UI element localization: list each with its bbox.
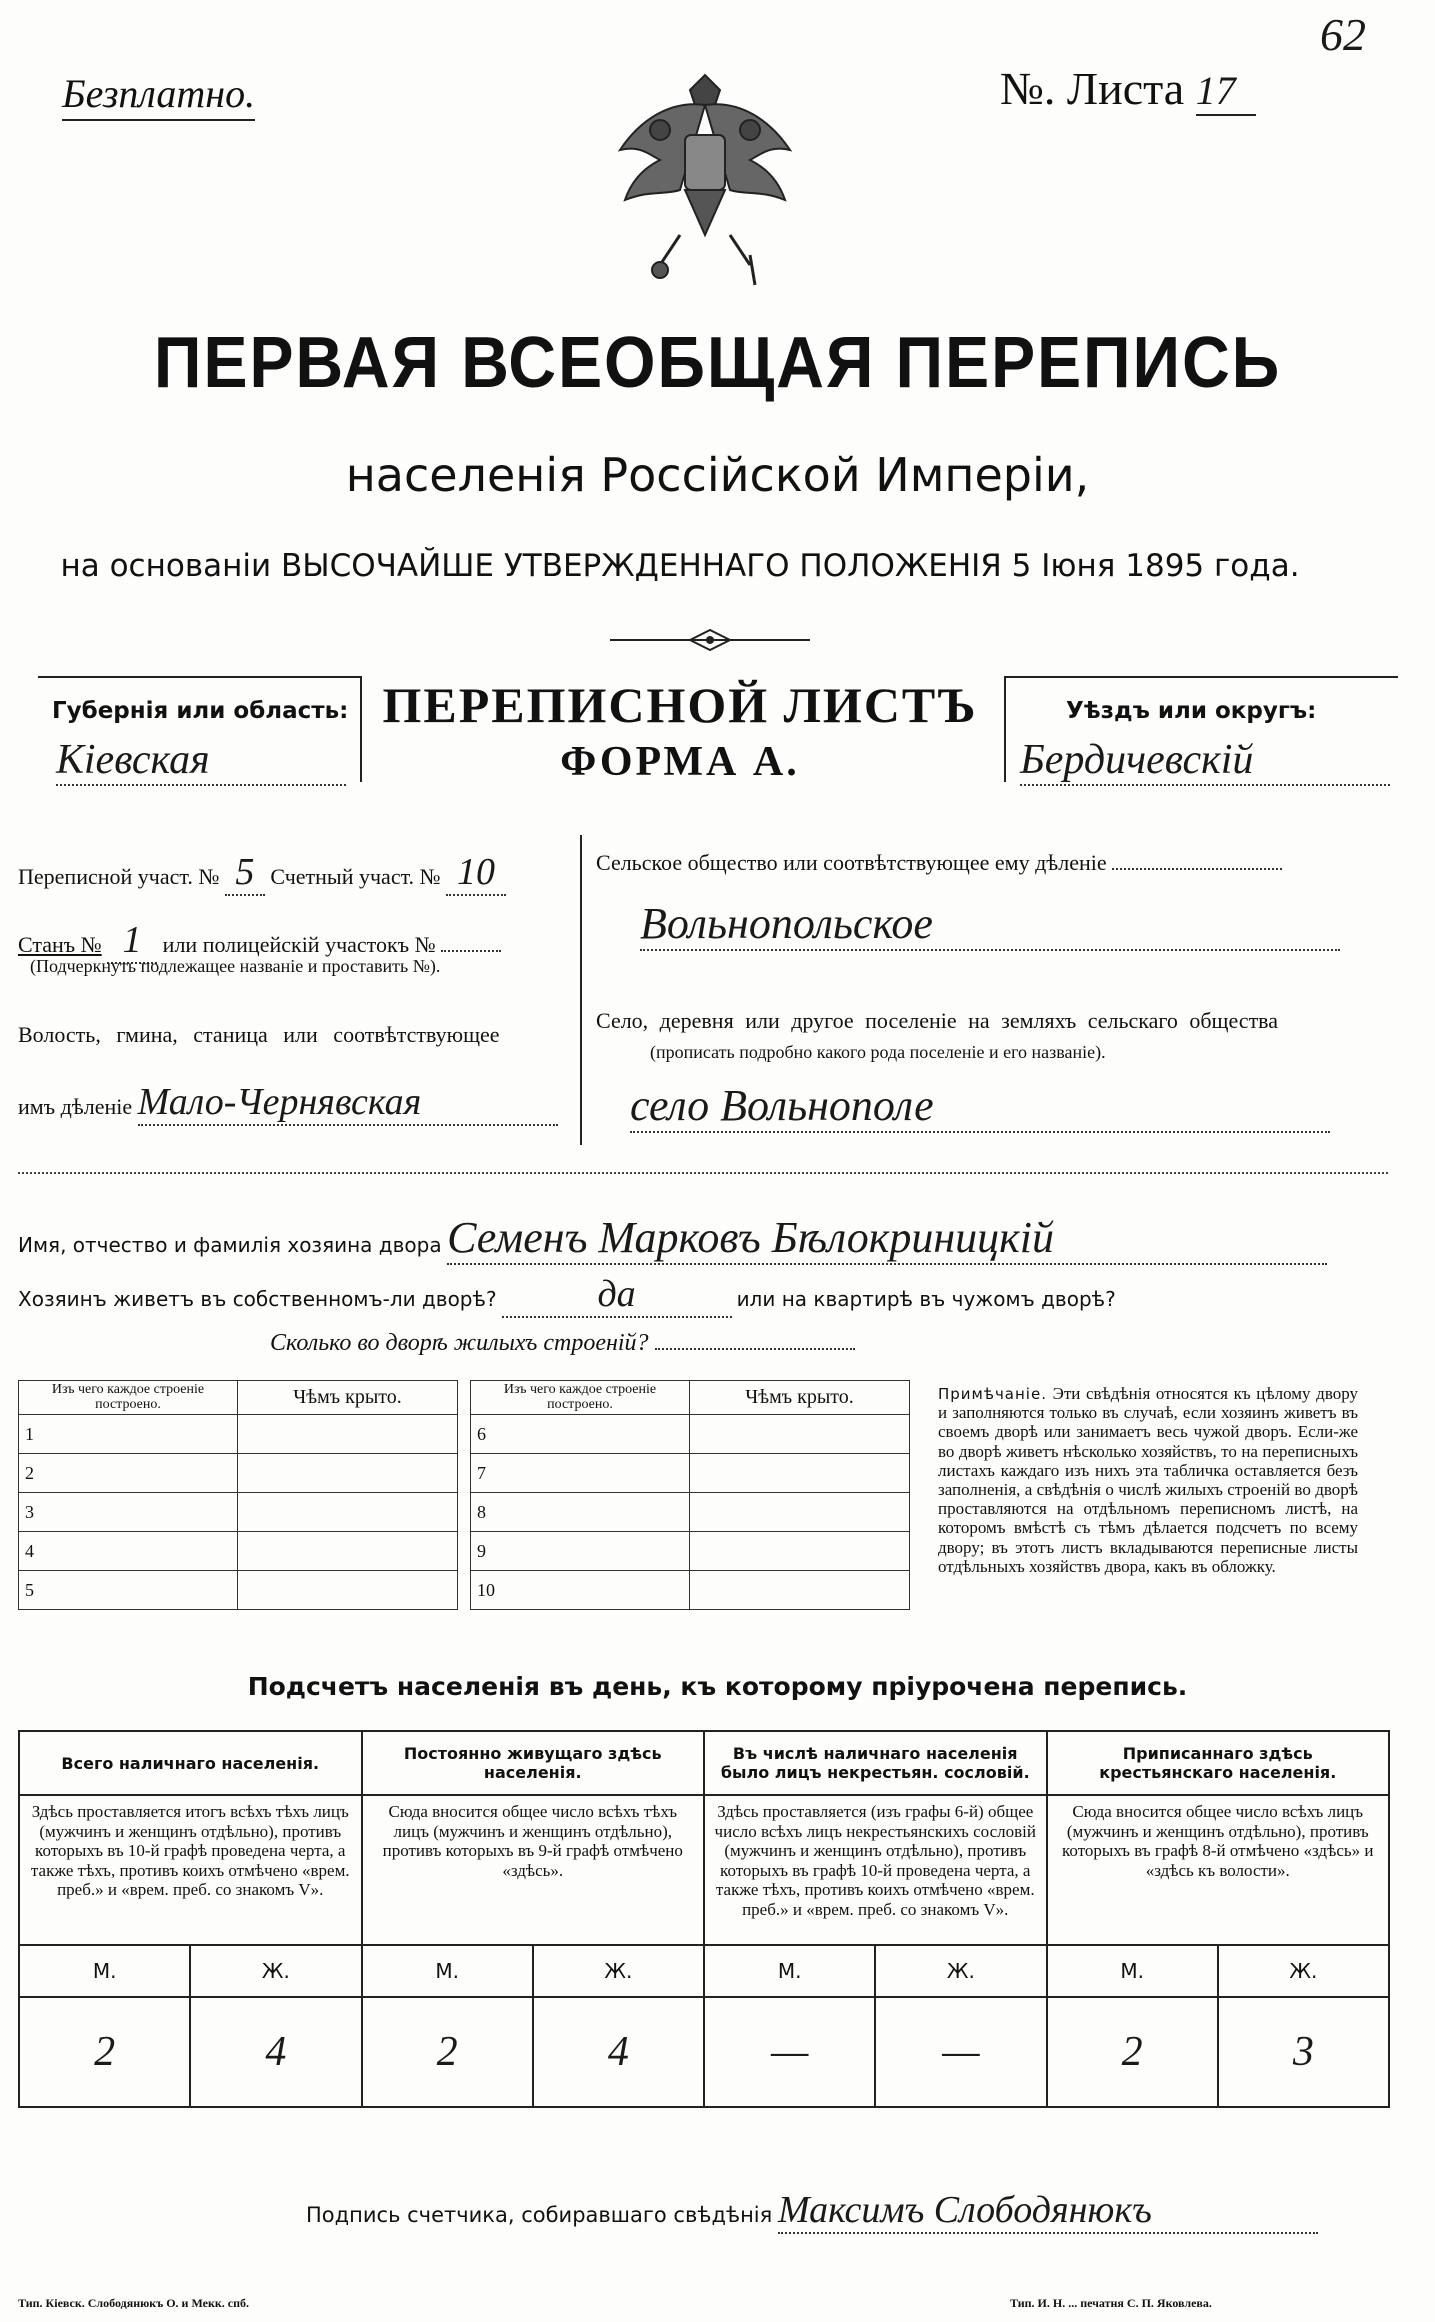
- form-name: ПЕРЕПИСНОЙ ЛИСТЪ: [382, 677, 978, 733]
- village-value: село Вольнополе: [630, 1080, 1330, 1133]
- footer-right: Тип. И. Н. ... печатня С. П. Яковлева.: [1010, 2296, 1212, 2310]
- society-line: [596, 850, 1282, 876]
- note-block: [938, 1384, 1358, 1576]
- pop-value-m-3: —: [704, 1997, 875, 2107]
- pop-col-desc-4: Сюда вносится общее число всѣхъ лицъ (мужчинъ и женщинъ отдѣльно), противъ которыхъ въ графѣ 8-й отмѣчено «здѣсь» и «здѣсь къ волости».: [1047, 1795, 1390, 1945]
- stan-note: (Подчеркнуть подлежащее названіе и проставить №).: [30, 956, 441, 976]
- housing-row: 7: [471, 1454, 690, 1493]
- owner-name-line: [18, 1212, 1327, 1265]
- pop-value-f-4: 3: [1218, 1997, 1389, 2107]
- housing-row: 6: [471, 1415, 690, 1454]
- pop-value-m-1: 2: [19, 1997, 190, 2107]
- footer-left: Тип. Кіевск. Слободянюкъ О. и Мекк. спб.: [18, 2296, 250, 2310]
- pop-col-title-3: Въ числѣ наличнаго населенія было лицъ некрестьян. сословій.: [704, 1731, 1047, 1795]
- buildings-label: Сколько во дворѣ жилыхъ строеній?: [270, 1330, 649, 1356]
- pop-m-label: М.: [704, 1945, 875, 1997]
- housing-roof-cell: [690, 1571, 910, 1610]
- housing-roof-cell: [690, 1415, 910, 1454]
- pop-col-title-2: Постоянно живущаго здѣсь населенія.: [362, 1731, 705, 1795]
- form-letter: ФОРМА А.: [560, 739, 800, 785]
- housing-row: 3: [19, 1493, 238, 1532]
- guberniya-box: [38, 676, 362, 782]
- note-heading: Примѣчаніе.: [938, 1385, 1047, 1403]
- page-basis: на основаніи ВЫСОЧАЙШЕ УТВЕРЖДЕННАГО ПОЛОЖЕНІЯ 5 Іюня 1895 года.: [60, 548, 1300, 584]
- pop-f-label: Ж.: [1218, 1945, 1389, 1997]
- pop-m-label: М.: [19, 1945, 190, 1997]
- page-subtitle: населенія Россійской Имперіи,: [345, 448, 1090, 502]
- housing-row: 10: [471, 1571, 690, 1610]
- pop-col-desc-1: Здѣсь проставляется итогъ всѣхъ тѣхъ лицъ (мужчинъ и женщинъ отдѣльно), противъ которыхъ въ 10-й графѣ проведена черта, а также тѣхъ, противъ коихъ отмѣчено «врем. преб.» и «врем. преб. со знакомъ V».: [19, 1795, 362, 1945]
- pop-value-f-1: 4: [190, 1997, 361, 2107]
- free-label: Безплатно.: [62, 70, 255, 121]
- pop-col-desc-2: Сюда вносится общее число всѣхъ тѣхъ лицъ (мужчинъ и женщинъ отдѣльно), противъ которыхъ въ 9-й графѣ отмѣчено «здѣсь».: [362, 1795, 705, 1945]
- volost-label-2: имъ дѣленіе: [18, 1094, 133, 1119]
- volost-value: Мало-Чернявская: [138, 1080, 558, 1126]
- uezd-label: Уѣздъ или округъ:: [1066, 698, 1317, 724]
- society-label: Сельское общество или соотвѣтствующее ему дѣленіе: [596, 850, 1107, 875]
- stan-value: 1: [107, 918, 157, 964]
- pop-value-f-2: 4: [533, 1997, 704, 2107]
- police-value-blank: [441, 950, 501, 952]
- census-district-value: 5: [225, 850, 265, 896]
- housing-row: 8: [471, 1493, 690, 1532]
- owner-own-line: [18, 1272, 1116, 1318]
- housing-col-material: Изъ чего каждое строеніе построено.: [19, 1381, 238, 1415]
- housing-table-left: [18, 1380, 458, 1610]
- pop-value-m-4: 2: [1047, 1997, 1218, 2107]
- housing-row: 1: [19, 1415, 238, 1454]
- housing-col-roof: Чѣмъ крыто.: [690, 1381, 910, 1415]
- signature-line: [306, 2188, 1318, 2234]
- double-headed-eagle-emblem: [590, 60, 820, 290]
- census-district-label: Переписной участ. №: [18, 864, 220, 889]
- owner-name-value: Семенъ Марковъ Бѣлокриницкій: [447, 1212, 1327, 1265]
- sheet-label: №. Листа: [1000, 63, 1185, 114]
- pop-f-label: Ж.: [875, 1945, 1046, 1997]
- population-heading: Подсчетъ населенія въ день, къ которому пріурочена перепись.: [247, 1672, 1188, 1701]
- village-label: Село, деревня или другое поселеніе на земляхъ сельскаго общества: [596, 1008, 1279, 1033]
- stan-label: Станъ №: [18, 932, 102, 957]
- buildings-value-blank: [655, 1348, 855, 1350]
- village-note: (прописать подробно какого рода поселеніе и его названіе).: [650, 1042, 1106, 1062]
- column-divider: [580, 835, 582, 1145]
- pop-col-desc-3: Здѣсь проставляется (изъ графы 6-й) общее число всѣхъ лицъ некрестьянскихъ сословій (мужчинъ и женщинъ отдѣльно), противъ которыхъ въ графѣ 10-й проведена черта, а также тѣхъ, противъ коихъ отмѣчено «врем. преб.» и «врем. преб. со знакомъ V».: [704, 1795, 1047, 1945]
- population-table: [18, 1730, 1390, 2108]
- section-separator: [18, 1172, 1388, 1174]
- buildings-line: [270, 1330, 855, 1357]
- housing-roof-cell: [690, 1493, 910, 1532]
- owner-own-value: да: [502, 1272, 732, 1318]
- count-district-value: 10: [446, 850, 506, 896]
- housing-roof-cell: [238, 1415, 458, 1454]
- housing-roof-cell: [690, 1532, 910, 1571]
- pop-m-label: М.: [362, 1945, 533, 1997]
- sheet-number-block: [1000, 62, 1256, 116]
- housing-roof-cell: [238, 1571, 458, 1610]
- guberniya-label: Губернія или область:: [52, 698, 349, 724]
- housing-col-roof: Чѣмъ крыто.: [238, 1381, 458, 1415]
- pop-col-title-4: Приписаннаго здѣсь крестьянскаго населенія.: [1047, 1731, 1390, 1795]
- signature-label: Подпись счетчика, собиравшаго свѣдѣнія: [306, 2203, 773, 2227]
- census-district-line: [18, 850, 506, 896]
- owner-own-label: Хозяинъ живетъ въ собственномъ-ли дворѣ?: [18, 1287, 497, 1311]
- count-district-label: Счетный участ. №: [270, 864, 441, 889]
- society-value: Вольнопольское: [640, 898, 1340, 951]
- owner-rent-label: или на квартирѣ въ чужомъ дворѣ?: [736, 1287, 1116, 1311]
- housing-table-right: [470, 1380, 910, 1610]
- volost-label: Волость, гмина, станица или соотвѣтствующее: [18, 1022, 500, 1047]
- pop-f-label: Ж.: [533, 1945, 704, 1997]
- housing-row: 5: [19, 1571, 238, 1610]
- housing-row: 4: [19, 1532, 238, 1571]
- housing-col-material: Изъ чего каждое строеніе построено.: [471, 1381, 690, 1415]
- page-number: 62: [1320, 9, 1366, 60]
- housing-roof-cell: [238, 1493, 458, 1532]
- owner-name-label: Имя, отчество и фамилія хозяина двора: [18, 1233, 442, 1257]
- housing-roof-cell: [238, 1454, 458, 1493]
- pop-value-f-3: —: [875, 1997, 1046, 2107]
- society-dots: [1112, 868, 1282, 870]
- note-text: Эти свѣдѣнія относятся къ цѣлому двору и заполняются только въ случаѣ, если хозяинъ живетъ въ своемъ дворѣ или занимаетъ весь чужой дворъ. Если-же во дворѣ живетъ нѣсколько хозяйствъ, то на переписныхъ листахъ каждаго изъ нихъ эта табличка оставляется безъ заполненія, а свѣдѣнія о числѣ жилыхъ строеній во дворѣ проставляются на отдѣльномъ переписномъ листѣ, на которомъ вмѣстѣ съ тѣмъ дѣлается подсчетъ по всему двору; въ этотъ листъ вкладываются переписные листы отдѣльныхъ хозяйствъ двора, какъ въ обложку.: [938, 1384, 1359, 1576]
- housing-row: 9: [471, 1532, 690, 1571]
- signature-value: Максимъ Слободянюкъ: [778, 2188, 1318, 2234]
- ornament-divider: [610, 628, 810, 652]
- housing-roof-cell: [238, 1532, 458, 1571]
- volost-line: [18, 1080, 558, 1126]
- uezd-value: Бердичевскій: [1020, 736, 1390, 786]
- uezd-box: [1004, 676, 1398, 782]
- sheet-number: 17: [1196, 67, 1256, 116]
- pop-value-m-2: 2: [362, 1997, 533, 2107]
- housing-roof-cell: [690, 1454, 910, 1493]
- pop-f-label: Ж.: [190, 1945, 361, 1997]
- housing-row: 2: [19, 1454, 238, 1493]
- guberniya-value: Кіевская: [56, 736, 346, 786]
- pop-col-title-1: Всего наличнаго населенія.: [19, 1731, 362, 1795]
- page-title: ПЕРВАЯ ВСЕОБЩАЯ ПЕРЕПИСЬ: [153, 323, 1282, 403]
- police-label: или полицейскій участокъ №: [162, 932, 436, 957]
- pop-m-label: М.: [1047, 1945, 1218, 1997]
